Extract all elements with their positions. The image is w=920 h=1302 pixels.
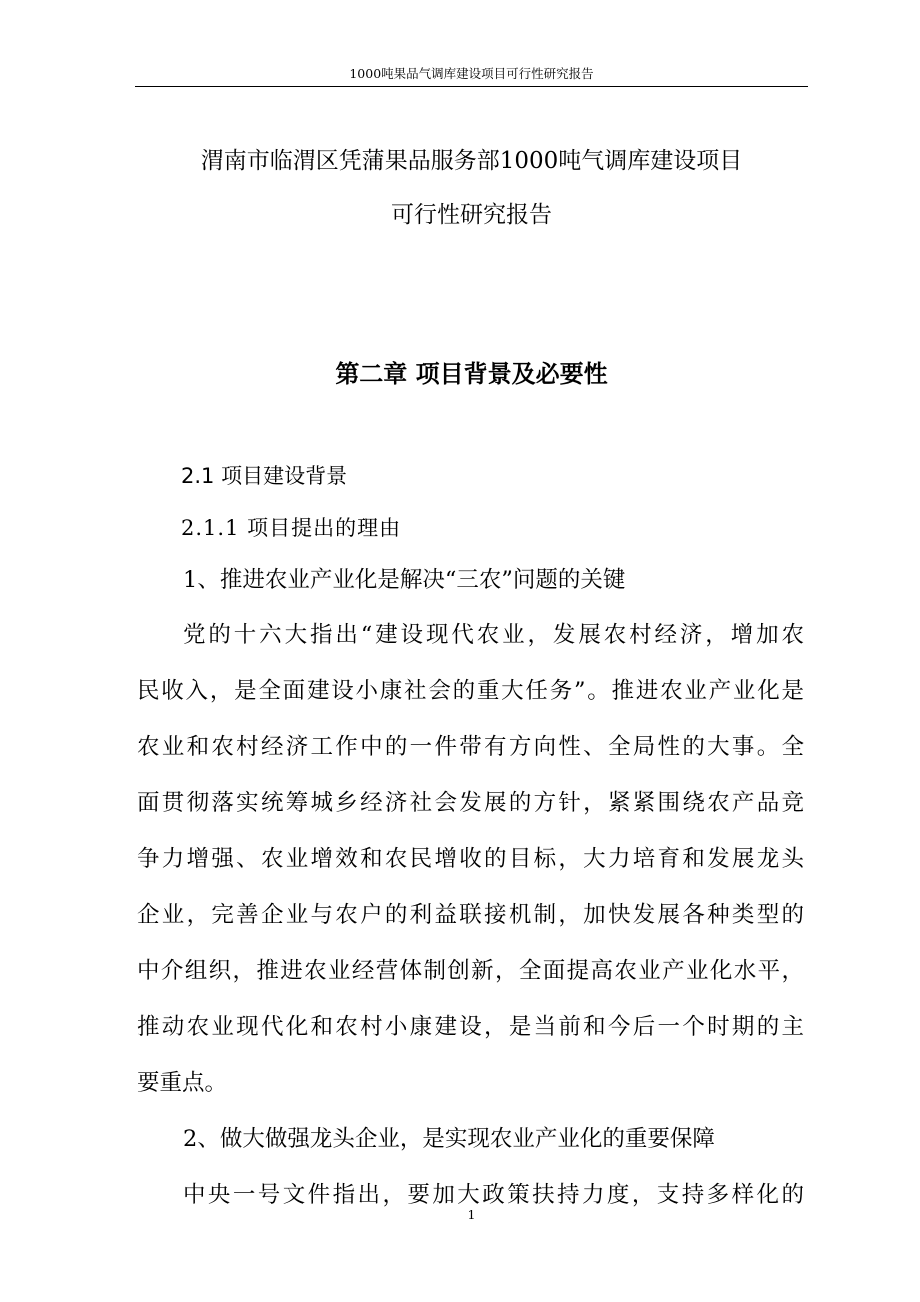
document-title-line-1: 渭南市临渭区凭蒲果品服务部1000吨气调库建设项目	[200, 148, 743, 174]
running-header	[135, 64, 808, 87]
item-heading-2: 2、做大做强龙头企业，是实现农业产业化的重要保障	[183, 1126, 715, 1152]
paragraph-line: 推动农业现代化和农村小康建设，是当前和今后一个时期的主	[137, 1014, 804, 1040]
chapter-title: 第二章 项目背景及必要性	[335, 360, 608, 388]
paragraph-line: 争力增强、农业增效和农民增收的目标，大力培育和发展龙头	[137, 846, 804, 872]
paragraph-line: 要重点。	[137, 1070, 228, 1096]
item-heading-1: 1、推进农业产业化是解决“三农”问题的关键	[183, 567, 626, 593]
paragraph-line: 党的十六大指出“建设现代农业，发展农村经济，增加农	[183, 622, 804, 648]
paragraph-line: 民收入，是全面建设小康社会的重大任务”。推进农业产业化是	[137, 678, 804, 704]
paragraph-line: 农业和农村经济工作中的一件带有方向性、全局性的大事。全	[137, 734, 804, 760]
paragraph-line: 企业，完善企业与农户的利益联接机制，加快发展各种类型的	[137, 902, 804, 928]
subsection-heading: 2.1.1 项目提出的理由	[181, 516, 402, 540]
running-header-title: 1000吨果品气调库建设项目可行性研究报告	[349, 66, 594, 81]
section-heading: 2.1 项目建设背景	[181, 464, 348, 488]
paragraph-line: 中央一号文件指出，要加大政策扶持力度，支持多样化的	[183, 1182, 804, 1208]
page-number: 1	[467, 1207, 476, 1222]
paragraph-line: 中介组织，推进农业经营体制创新，全面提高农业产业化水平，	[137, 958, 804, 984]
document-title-line-2: 可行性研究报告	[391, 202, 552, 228]
paragraph-line: 面贯彻落实统筹城乡经济社会发展的方针，紧紧围绕农产品竞	[137, 790, 804, 816]
